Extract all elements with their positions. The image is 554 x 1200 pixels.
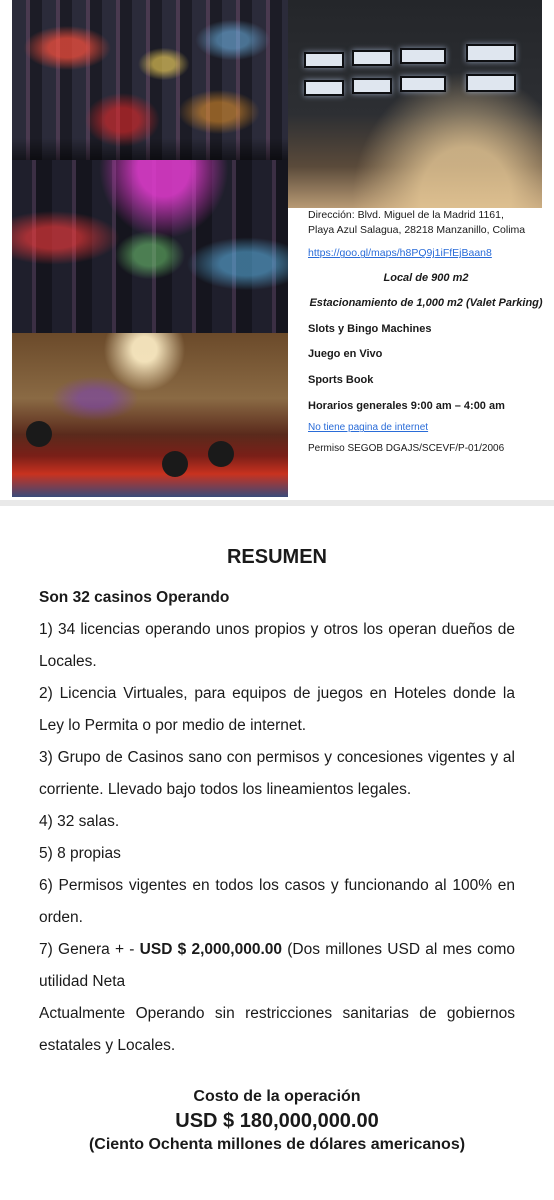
tv-screen — [304, 52, 344, 68]
summary-lead: Son 32 casinos Operando — [39, 589, 230, 606]
item-7-suffix: (Dos millones USD al mes como utilidad Neta — [39, 941, 515, 990]
summary-item-5: 5) 8 propias — [39, 845, 121, 862]
item-7-amount: USD $ 2,000,000.00 — [139, 941, 282, 958]
feature-slots-bingo: Slots y Bingo Machines — [308, 322, 432, 335]
feature-live-games: Juego en Vivo — [308, 348, 383, 361]
item-7-prefix: 7) Genera + - — [39, 941, 140, 958]
casino-floor-photo — [12, 0, 288, 160]
property-details — [308, 208, 544, 456]
tv-screen — [400, 48, 446, 64]
cost-block — [0, 1086, 554, 1156]
sportsbook-photo — [288, 0, 542, 208]
address-line-1: Dirección: Blvd. Miguel de la Madrid 1161, — [308, 209, 504, 221]
chair-shape — [26, 421, 52, 447]
property-card — [0, 0, 554, 500]
summary-item-7 — [39, 934, 515, 998]
chair-shape — [208, 441, 234, 467]
tv-screen — [352, 50, 392, 66]
tv-screen — [466, 44, 516, 62]
summary-item-2: 2) Licencia Virtuales, para equipos de juegos en Hoteles donde la Ley lo Permita o por medio de internet. — [39, 685, 515, 734]
cost-words: (Ciento Ochenta millones de dólares americanos) — [88, 1136, 466, 1153]
map-link[interactable]: https://goo.gl/maps/h8PQ9j1iFfEjBaan8 — [308, 247, 492, 260]
summary-body — [39, 582, 515, 1062]
local-size: Local de 900 m2 — [383, 271, 469, 284]
permit-number: Permiso SEGOB DGAJS/SCEVF/P-01/2006 — [308, 442, 505, 454]
summary-title: RESUMEN — [226, 546, 327, 568]
website-note[interactable]: No tiene pagina de internet — [308, 422, 429, 434]
summary-note: Actualmente Operando sin restricciones sanitarias de gobiernos estatales y Locales. — [39, 1005, 515, 1054]
summary-item-6: 6) Permisos vigentes en todos los casos y funcionando al 100% en orden. — [39, 877, 515, 926]
summary-card — [0, 506, 554, 1200]
summary-item-4: 4) 32 salas. — [39, 813, 120, 830]
slot-machines-photo — [12, 160, 288, 333]
address-line-2: Playa Azul Salagua, 28218 Manzanillo, Colima — [308, 224, 526, 237]
chair-shape — [162, 451, 188, 477]
tv-screen — [304, 80, 344, 96]
feature-sports-book: Sports Book — [308, 374, 374, 387]
cost-label: Costo de la operación — [193, 1088, 361, 1105]
bingo-room-photo — [12, 333, 288, 497]
tv-screen — [400, 76, 446, 92]
tv-screen — [466, 74, 516, 92]
tv-screen — [352, 78, 392, 94]
parking-size: Estacionamiento de 1,000 m2 (Valet Parking) — [309, 296, 543, 309]
summary-item-1: 1) 34 licencias operando unos propios y otros los operan dueños de Locales. — [39, 621, 515, 670]
cost-amount: USD $ 180,000,000.00 — [175, 1110, 379, 1132]
business-hours: Horarios generales 9:00 am – 4:00 am — [308, 400, 505, 413]
summary-item-3: 3) Grupo de Casinos sano con permisos y concesiones vigentes y al corriente. Llevado bajo todos los lineamientos legales. — [39, 749, 515, 798]
